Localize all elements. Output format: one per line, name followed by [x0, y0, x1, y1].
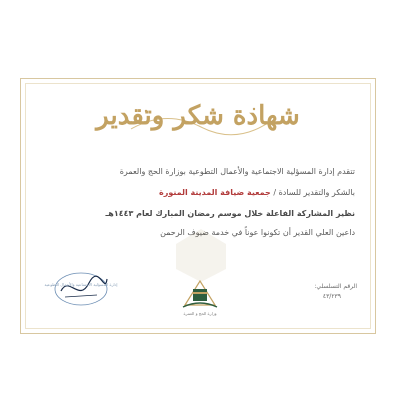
recipient-prefix: بالشكر والتقدير للسادة /: [273, 188, 355, 197]
signature-caption: إدارة المسؤلية الاجتماعية والأعمال التطوعية: [44, 282, 118, 287]
certificate-line-4: داعين العلي القدير أن تكونوا عوناً في خدمة ضيوف الرحمن: [160, 228, 355, 237]
certificate-title: شهادة شكر وتقدير: [96, 101, 300, 131]
certificate-line-3: نظير المشاركة الفاعلة خلال موسم رمضان المبارك لعام ١٤٤٣هـ: [105, 209, 355, 218]
serial-number-value: ٤٣/٢٣٩: [322, 293, 341, 300]
recipient-organization: جمعية ضيافة المدينة المنورة: [159, 188, 271, 197]
ministry-logo-caption: وزارة الحج و العمرة: [183, 311, 217, 316]
certificate-line-1: تتقدم إدارة المسؤلية الاجتماعية والأعمال التطوعية بوزارة الحج والعمرة: [119, 167, 355, 176]
certificate-card: [20, 78, 376, 334]
ministry-logo-icon: [179, 275, 221, 311]
signature-stamp: [49, 265, 113, 311]
certificate-line-2: [41, 188, 355, 197]
serial-number-label: الرقم التسلسلي:: [314, 283, 357, 290]
